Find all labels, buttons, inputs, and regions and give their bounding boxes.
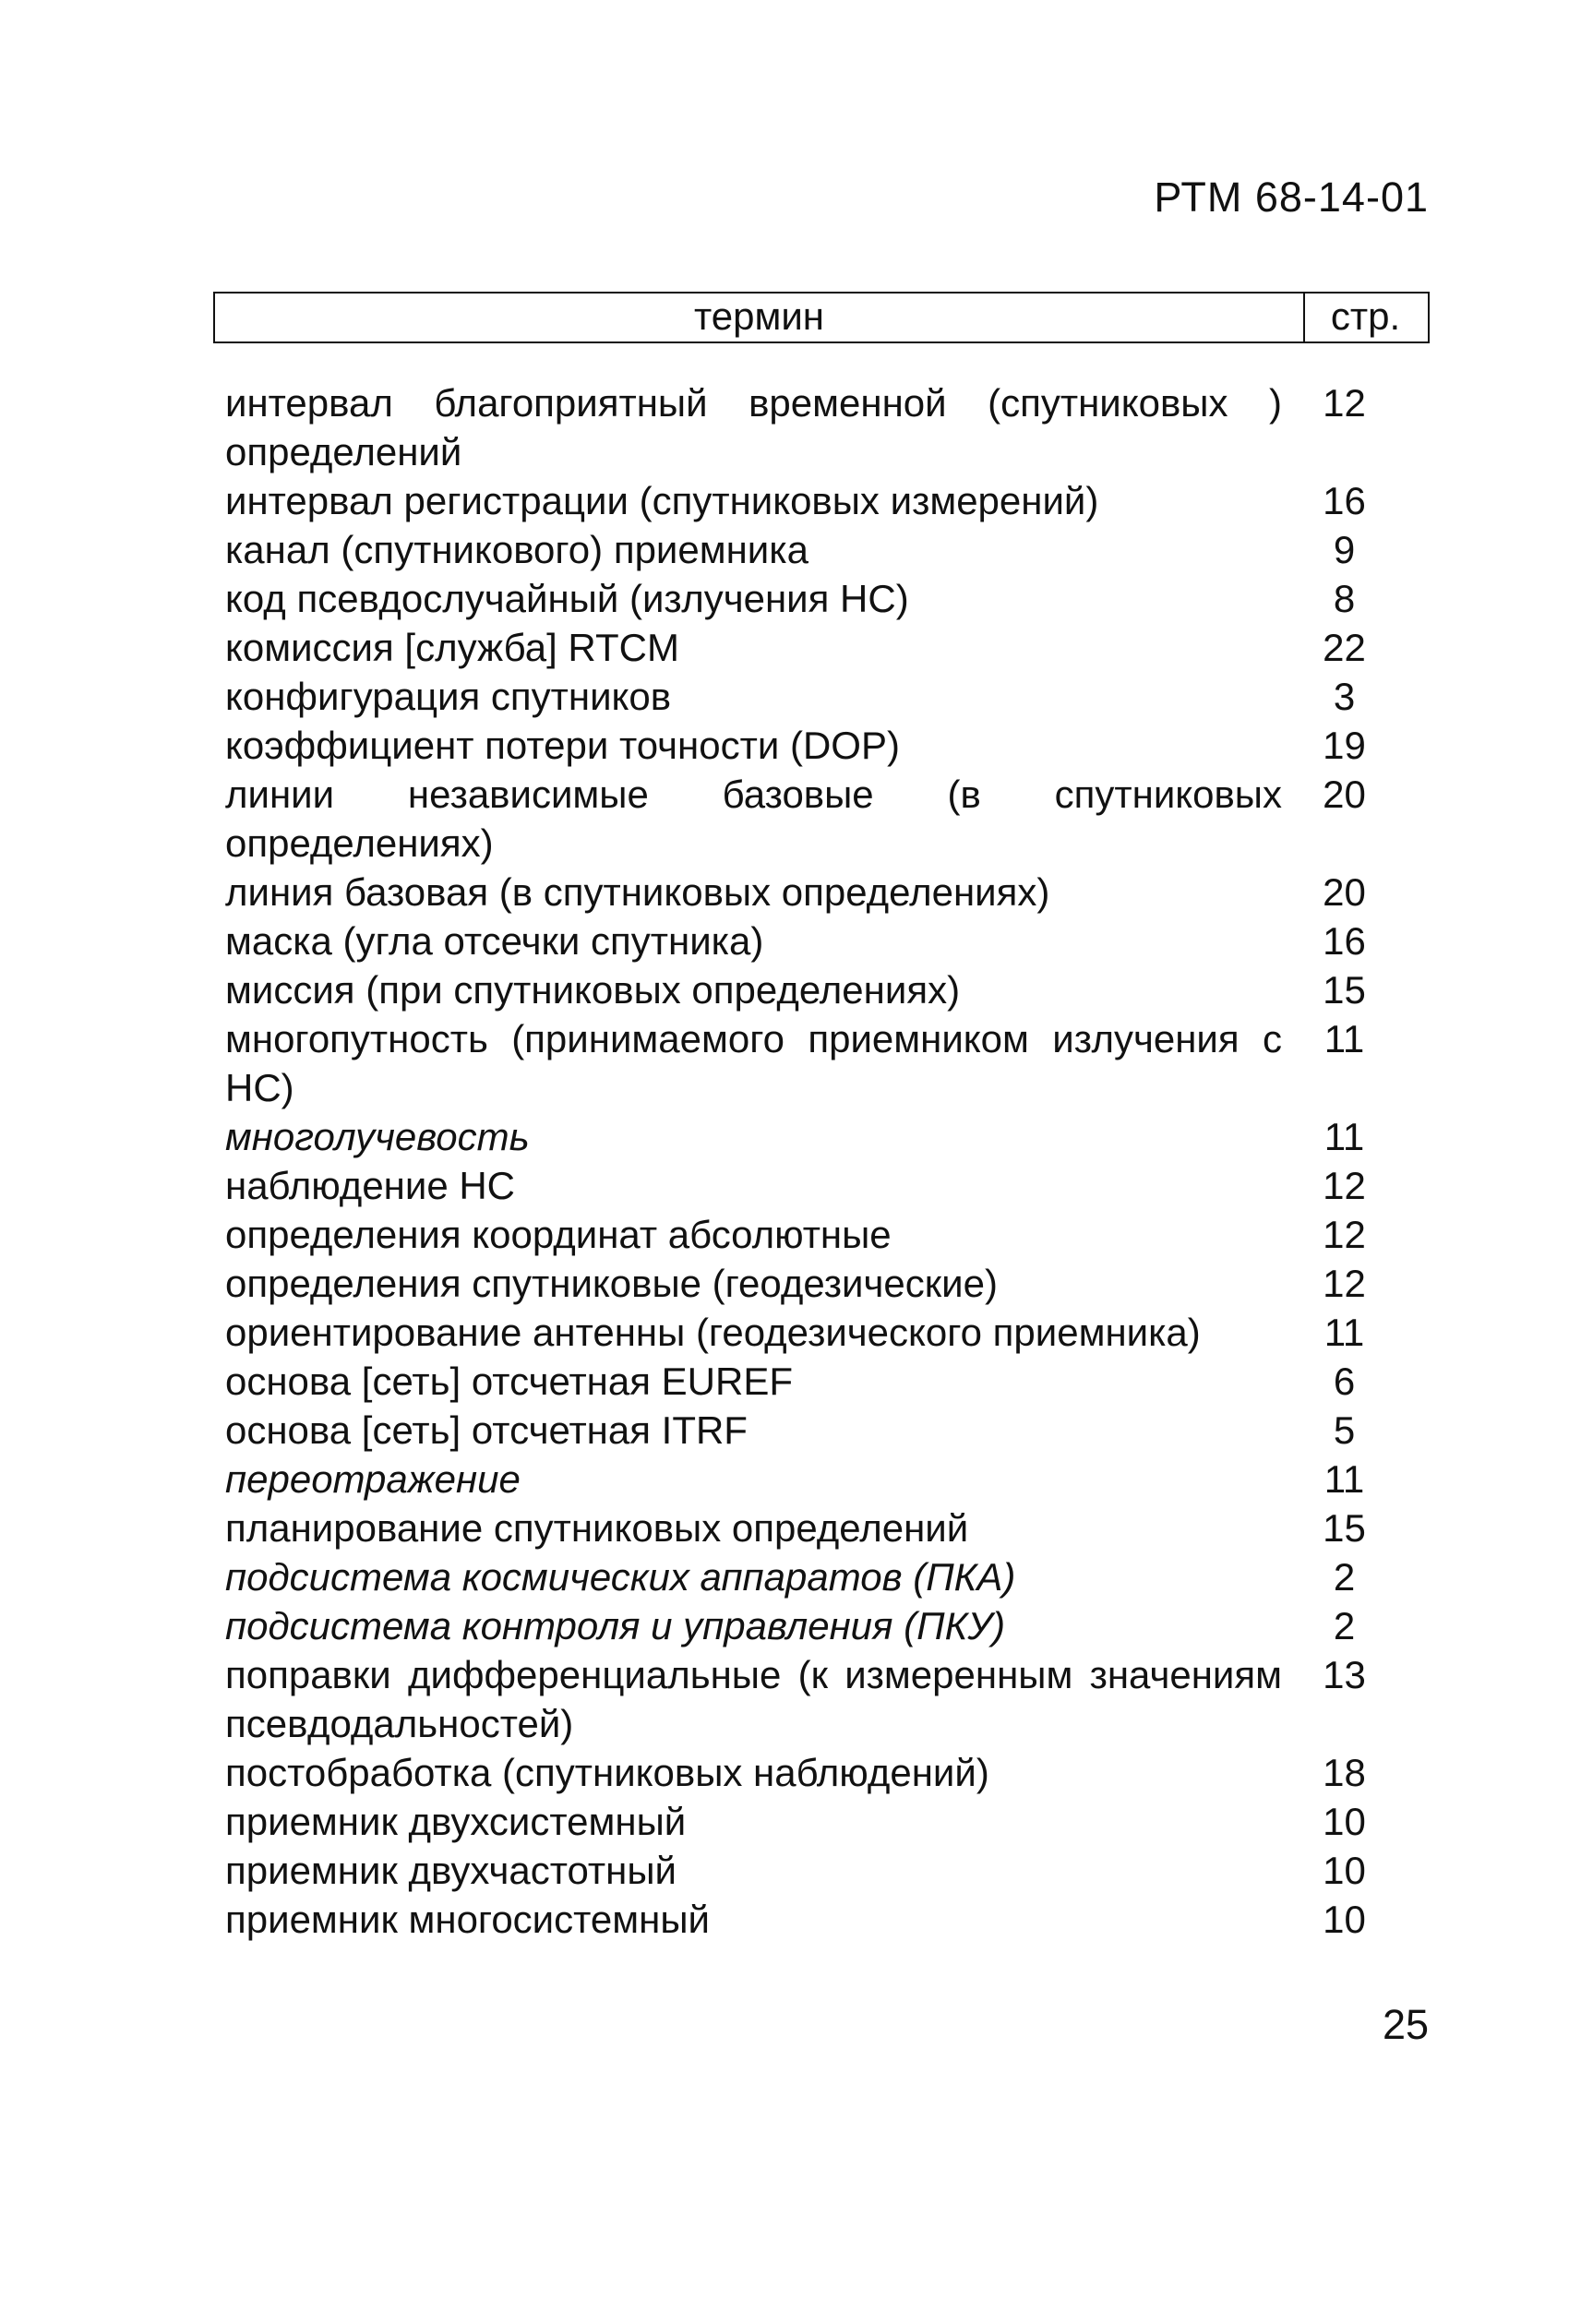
table-row: [225, 1650, 1407, 1748]
table-row: [225, 1846, 1407, 1895]
term-text: ориентирование антенны (геодезического приемника): [225, 1311, 1201, 1354]
term-page: 15: [1323, 968, 1366, 1012]
term-page: 12: [1323, 1164, 1366, 1207]
term-page: 12: [1323, 1213, 1366, 1256]
term-text: комиссия [служба] RTCM: [225, 626, 679, 669]
table-row: [225, 1210, 1407, 1259]
table-row: [225, 1503, 1407, 1552]
term-page: 10: [1323, 1849, 1366, 1892]
term-page: 12: [1323, 1262, 1366, 1305]
table-row: [225, 916, 1407, 965]
term-text: коэффициент потери точности (DOP): [225, 724, 900, 767]
table-row: [225, 476, 1407, 525]
table-header: [213, 292, 1430, 343]
table-row: [225, 1895, 1407, 1944]
table-row: [225, 623, 1407, 672]
table-row: [225, 1797, 1407, 1846]
table-row: [225, 1601, 1407, 1650]
term-page: 22: [1323, 626, 1366, 669]
term-text: переотражение: [225, 1457, 521, 1501]
term-page: 2: [1333, 1555, 1356, 1599]
term-page: 6: [1333, 1360, 1356, 1403]
table-row: [225, 965, 1407, 1014]
term-page: 12: [1323, 381, 1366, 425]
table-row: [225, 1308, 1407, 1357]
table-row: [225, 1455, 1407, 1503]
term-text: поправки дифференциальные (к измеренным значениям псевдодальностей): [225, 1653, 1282, 1745]
term-text: интервал благоприятный временной (спутниковых ) определений: [225, 381, 1282, 473]
table-row: [225, 1259, 1407, 1308]
term-text: линия базовая (в спутниковых определениях): [225, 870, 1050, 914]
term-page: 10: [1323, 1898, 1366, 1941]
header-page-label: стр.: [1330, 294, 1401, 338]
table-row: [225, 1112, 1407, 1161]
term-text: приемник двухчастотный: [225, 1849, 677, 1892]
term-page: 11: [1323, 1115, 1365, 1158]
document-code: РТМ 68-14-01: [1154, 174, 1429, 221]
table-row: [225, 721, 1407, 770]
table-row: [225, 770, 1407, 868]
term-page: 10: [1323, 1800, 1366, 1843]
header-term-label: термин: [215, 293, 1305, 341]
term-text: постобработка (спутниковых наблюдений): [225, 1751, 989, 1794]
term-page: 9: [1333, 528, 1356, 571]
term-text: код псевдослучайный (излучения НС): [225, 577, 909, 620]
page-number: 25: [1382, 2001, 1429, 2048]
term-text: миссия (при спутниковых определениях): [225, 968, 961, 1012]
table-row: [225, 378, 1407, 476]
term-index-list: [225, 378, 1407, 1944]
term-text: наблюдение НС: [225, 1164, 516, 1207]
term-page: 20: [1323, 773, 1366, 816]
term-page: 19: [1323, 724, 1366, 767]
term-text: подсистема космических аппаратов (ПКА): [225, 1555, 1016, 1599]
table-row: [225, 672, 1407, 721]
term-text: приемник двухсистемный: [225, 1800, 687, 1843]
term-page: 16: [1323, 479, 1366, 522]
term-text: многолучевость: [225, 1115, 530, 1158]
term-page: 2: [1333, 1604, 1356, 1647]
term-text: интервал регистрации (спутниковых измерений): [225, 479, 1099, 522]
term-page: 15: [1323, 1506, 1366, 1550]
term-page: 13: [1323, 1653, 1366, 1696]
table-row: [225, 1161, 1407, 1210]
term-page: 5: [1333, 1408, 1356, 1452]
table-row: [225, 868, 1407, 916]
term-text: маска (угла отсечки спутника): [225, 919, 764, 963]
table-row: [225, 525, 1407, 574]
term-text: определения спутниковые (геодезические): [225, 1262, 998, 1305]
table-row: [225, 574, 1407, 623]
term-text: приемник многосистемный: [225, 1898, 710, 1941]
term-text: конфигурация спутников: [225, 675, 672, 718]
term-page: 16: [1323, 919, 1366, 963]
term-page: 20: [1323, 870, 1366, 914]
table-row: [225, 1748, 1407, 1797]
term-text: подсистема контроля и управления (ПКУ): [225, 1604, 1006, 1647]
term-page: 11: [1323, 1457, 1365, 1501]
table-row: [225, 1357, 1407, 1406]
term-text: многопутность (принимаемого приемником излучения с НС): [225, 1017, 1282, 1109]
table-row: [225, 1552, 1407, 1601]
term-text: линии независимые базовые (в спутниковых определениях): [225, 773, 1282, 865]
term-text: канал (спутникового) приемника: [225, 528, 808, 571]
term-page: 11: [1323, 1311, 1365, 1354]
table-row: [225, 1406, 1407, 1455]
term-page: 11: [1323, 1017, 1365, 1060]
term-page: 8: [1333, 577, 1356, 620]
table-row: [225, 1014, 1407, 1112]
term-text: основа [сеть] отсчетная EUREF: [225, 1360, 793, 1403]
term-text: основа [сеть] отсчетная ITRF: [225, 1408, 748, 1452]
term-text: определения координат абсолютные: [225, 1213, 892, 1256]
term-page: 18: [1323, 1751, 1366, 1794]
term-page: 3: [1333, 675, 1356, 718]
term-text: планирование спутниковых определений: [225, 1506, 969, 1550]
